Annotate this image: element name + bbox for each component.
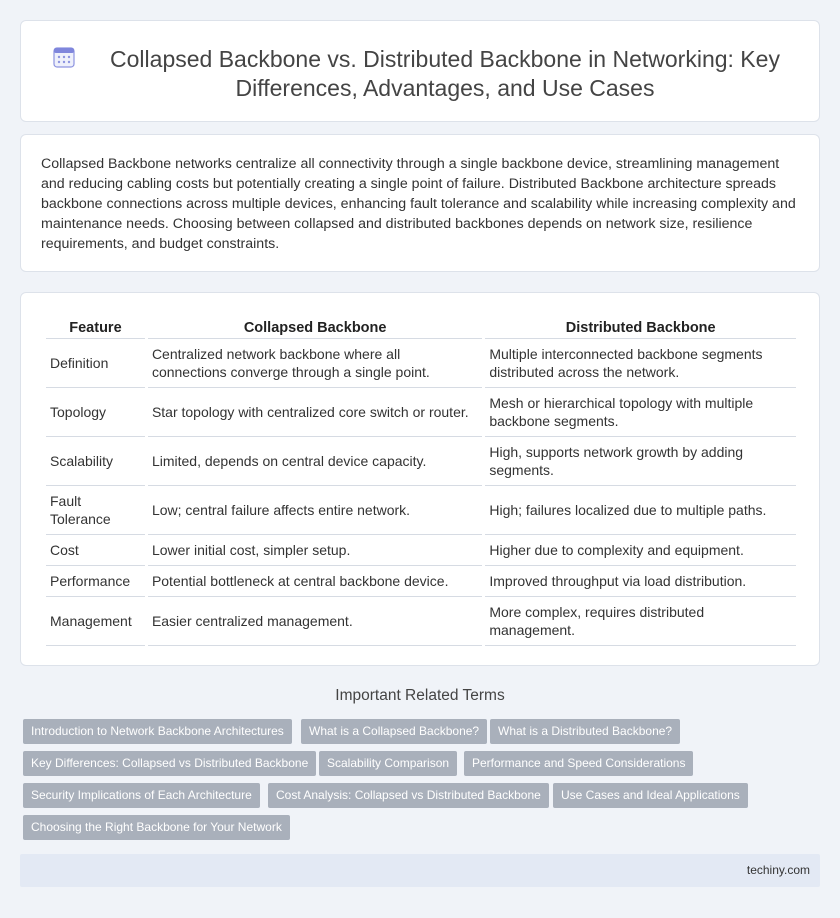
table-header-row <box>46 313 796 339</box>
collapsed-cell: Low; central failure affects entire network. <box>148 486 482 535</box>
header-feature: Feature <box>46 313 145 339</box>
table-row <box>46 339 796 388</box>
distributed-cell: Multiple interconnected backbone segments distributed across the network. <box>485 339 796 388</box>
related-term-tag[interactable]: Cost Analysis: Collapsed vs Distributed Backbone <box>268 783 549 808</box>
feature-cell: Fault Tolerance <box>46 486 145 535</box>
distributed-cell: Mesh or hierarchical topology with multiple backbone segments. <box>485 388 796 437</box>
table-row <box>46 437 796 486</box>
related-term-tag[interactable]: Use Cases and Ideal Applications <box>553 783 748 808</box>
intro-paragraph: Collapsed Backbone networks centralize all connectivity through a single backbone device, streamlining management and reducing cabling costs but potentially creating a single point of failure. Distributed Backbone architecture spreads backbone connections across multiple devices, enhancing fault tolerance and scalability while increasing complexity and maintenance needs. Choosing between collapsed and distributed backbones depends on network size, resilience requirements, and budget constraints. <box>41 156 796 252</box>
distributed-cell: High, supports network growth by adding segments. <box>485 437 796 486</box>
related-term-tag[interactable]: Introduction to Network Backbone Architectures <box>23 719 292 744</box>
distributed-cell: More complex, requires distributed management. <box>485 597 796 646</box>
calendar-icon <box>52 45 76 69</box>
feature-cell: Scalability <box>46 437 145 486</box>
table-row <box>46 388 796 437</box>
related-terms-title: Important Related Terms <box>335 687 505 704</box>
feature-cell: Management <box>46 597 145 646</box>
header-collapsed: Collapsed Backbone <box>148 313 482 339</box>
collapsed-cell: Potential bottleneck at central backbone device. <box>148 566 482 597</box>
collapsed-cell: Limited, depends on central device capacity. <box>148 437 482 486</box>
page-title: Collapsed Backbone vs. Distributed Backbone in Networking: Key Differences, Advantages, and Use Cases <box>110 46 780 101</box>
collapsed-cell: Lower initial cost, simpler setup. <box>148 535 482 566</box>
related-term-tag[interactable]: What is a Collapsed Backbone? <box>301 719 487 744</box>
related-term-tag[interactable]: What is a Distributed Backbone? <box>490 719 680 744</box>
feature-cell: Topology <box>46 388 145 437</box>
feature-cell: Definition <box>46 339 145 388</box>
related-term-tag[interactable]: Performance and Speed Considerations <box>464 751 693 776</box>
comparison-card <box>20 292 820 666</box>
collapsed-cell: Star topology with centralized core switch or router. <box>148 388 482 437</box>
related-term-tag[interactable]: Key Differences: Collapsed vs Distributed Backbone <box>23 751 316 776</box>
table-row <box>46 597 796 646</box>
related-term-tag[interactable]: Security Implications of Each Architecture <box>23 783 260 808</box>
distributed-cell: Improved throughput via load distribution. <box>485 566 796 597</box>
related-term-tag[interactable]: Scalability Comparison <box>319 751 457 776</box>
collapsed-cell: Easier centralized management. <box>148 597 482 646</box>
related-term-tag[interactable]: Choosing the Right Backbone for Your Network <box>23 815 290 840</box>
table-row <box>46 535 796 566</box>
comparison-table <box>43 313 799 646</box>
intro-card <box>20 134 820 272</box>
footer <box>20 854 820 887</box>
table-row <box>46 566 796 597</box>
distributed-cell: Higher due to complexity and equipment. <box>485 535 796 566</box>
feature-cell: Performance <box>46 566 145 597</box>
collapsed-cell: Centralized network backbone where all connections converge through a single point. <box>148 339 482 388</box>
brand-link[interactable]: techiny.com <box>746 863 810 877</box>
feature-cell: Cost <box>46 535 145 566</box>
table-row <box>46 486 796 535</box>
title-card <box>20 20 820 122</box>
distributed-cell: High; failures localized due to multiple paths. <box>485 486 796 535</box>
header-distributed: Distributed Backbone <box>485 313 796 339</box>
